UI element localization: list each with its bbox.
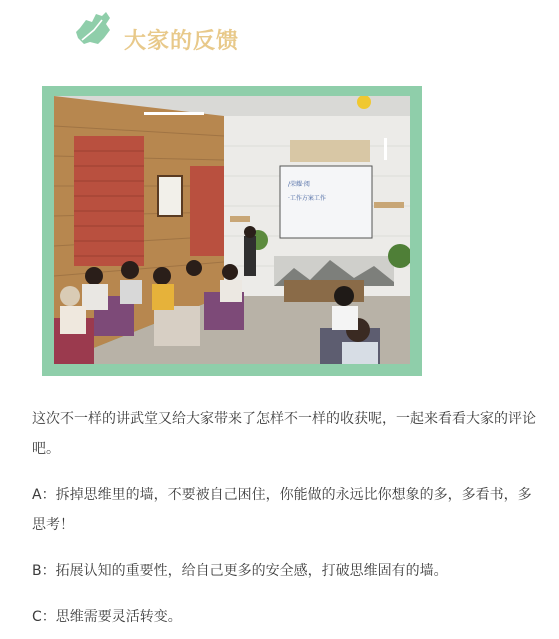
- leaf-icon: [72, 8, 114, 48]
- screen-text-2: ·工作方案工作: [288, 195, 326, 202]
- event-photo: [54, 96, 410, 364]
- photo-frame: [42, 86, 422, 376]
- intro-paragraph: 这次不一样的讲武堂又给大家带来了怎样不一样的收获呢，一起来看看大家的评论吧。: [32, 411, 536, 457]
- section-header: [0, 0, 559, 80]
- screen-text-1: /荣耀·阅: [288, 181, 310, 188]
- comment-a: A：拆掉思维里的墙，不要被自己困住，你能做的永远比你想象的多，多看书，多思考！: [32, 487, 532, 533]
- comment-b: B：拓展认知的重要性，给自己更多的安全感，打破思维固有的墙。: [32, 563, 448, 579]
- section-title: 大家的反馈: [124, 29, 240, 54]
- comment-c: C：思维需要灵活转变。: [32, 609, 182, 625]
